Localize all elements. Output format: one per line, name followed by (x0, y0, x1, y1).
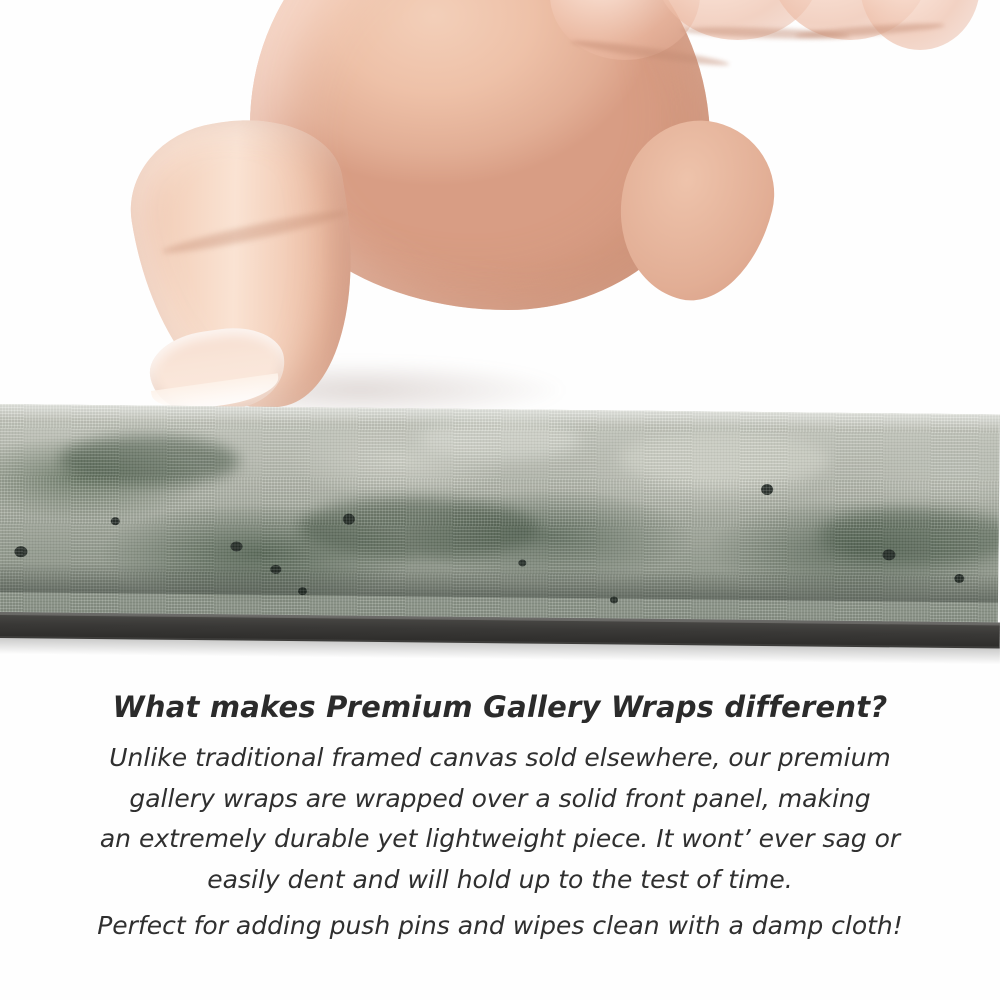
paint-splotch (619, 430, 830, 487)
canvas-wrap-edge (0, 404, 1000, 624)
paint-speck (14, 546, 27, 557)
caption-line-2: gallery wraps are wrapped over a solid front panel, making (129, 783, 871, 813)
caption-block (0, 690, 1000, 947)
caption-line-4: easily dent and will hold up to the test of time. (207, 864, 793, 894)
edge-shadow (0, 562, 998, 602)
caption-title: What makes Premium Gallery Wraps different? (112, 690, 888, 724)
paint-speck (882, 549, 895, 560)
caption-line-1: Unlike traditional framed canvas sold elsewhere, our premium (109, 743, 891, 772)
paint-splotch (59, 435, 240, 487)
paint-speck (518, 559, 526, 566)
paint-speck (761, 484, 773, 495)
paint-speck (343, 514, 355, 525)
hand-photo-region (0, 0, 1000, 410)
caption-closing-line: Perfect for adding push pins and wipes clean with a damp cloth! (97, 911, 903, 940)
paint-speck (230, 541, 242, 551)
paint-speck (111, 517, 120, 525)
caption-line-3: an extremely durable yet lightweight piece. It wont’ ever sag or (99, 824, 901, 853)
paint-splotch (818, 508, 1000, 565)
paint-splotch (298, 497, 539, 560)
